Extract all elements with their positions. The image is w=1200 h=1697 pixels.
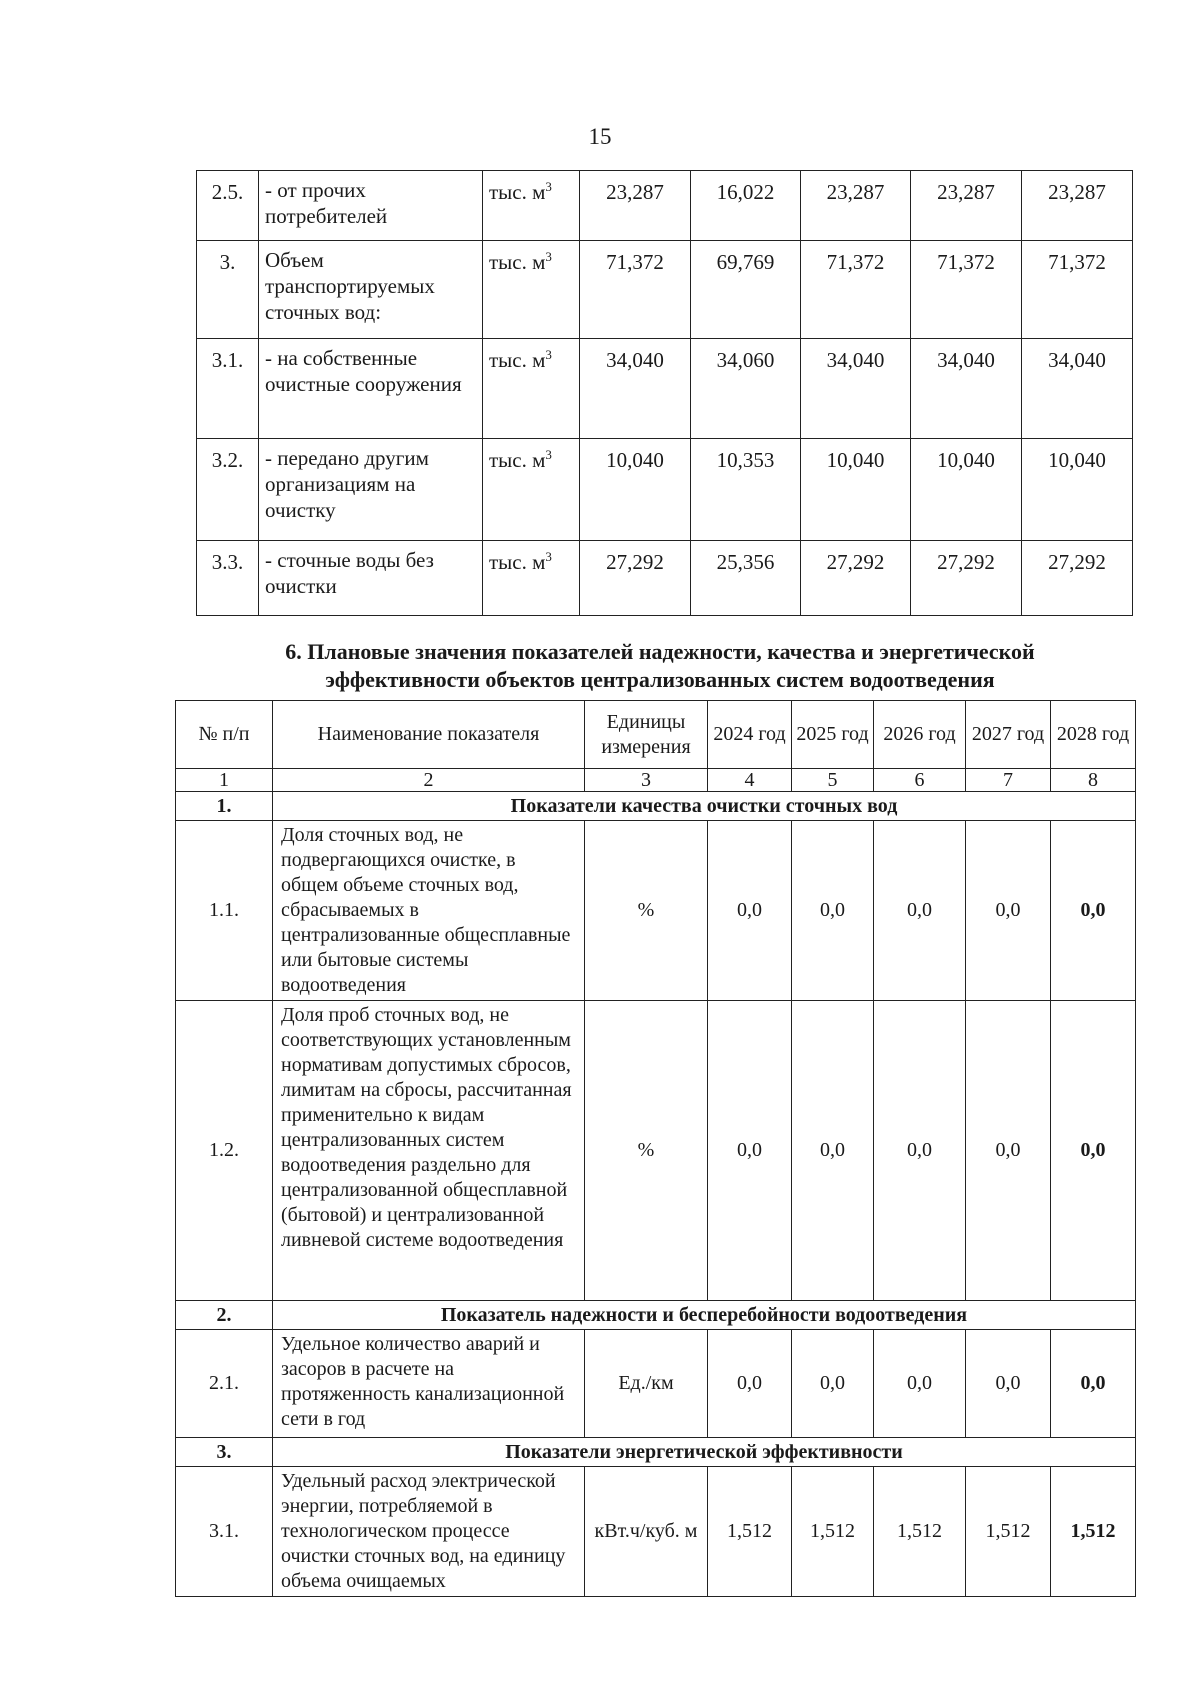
row-name: - передано другим организациям на очистку xyxy=(259,439,483,541)
column-number: 5 xyxy=(792,769,874,792)
column-numbers-row xyxy=(176,769,1136,792)
header-2025: 2025 год xyxy=(792,701,874,769)
section-heading xyxy=(240,638,1080,694)
row-value: 0,0 xyxy=(874,821,966,1001)
row-name: Удельный расход электрической энергии, потребляемой в технологическом процессе очистки сточных вод, на единицу объема очищаемых xyxy=(273,1467,585,1597)
section-heading-line1: 6. Плановые значения показателей надежности, качества и энергетической xyxy=(285,639,1035,664)
row-unit: тыс. $м^3$ xyxy=(483,439,580,541)
row-value: 1,512 xyxy=(874,1467,966,1597)
table-row xyxy=(197,171,1133,241)
row-value: 1,512 xyxy=(792,1467,874,1597)
row-value: 0,0 xyxy=(1051,1001,1136,1301)
row-value: 0,0 xyxy=(966,1330,1051,1438)
row-number: 3. xyxy=(197,241,259,339)
row-value: 23,287 xyxy=(580,171,691,241)
section-row xyxy=(176,1438,1136,1467)
row-value: 0,0 xyxy=(792,1330,874,1438)
row-name: Объем транспортируемых сточных вод: xyxy=(259,241,483,339)
section-number: 3. xyxy=(176,1438,273,1467)
row-value: 69,769 xyxy=(691,241,801,339)
row-value: 0,0 xyxy=(1051,821,1136,1001)
row-unit: % xyxy=(585,1001,708,1301)
section-row xyxy=(176,1301,1136,1330)
column-number: 8 xyxy=(1051,769,1136,792)
row-value: 23,287 xyxy=(801,171,911,241)
table-row xyxy=(176,1001,1136,1301)
indicators-table xyxy=(175,700,1136,1597)
header-2026: 2026 год xyxy=(874,701,966,769)
table-row xyxy=(176,1330,1136,1438)
column-number: 3 xyxy=(585,769,708,792)
row-value: 0,0 xyxy=(1051,1330,1136,1438)
row-value: 27,292 xyxy=(580,541,691,616)
table-row xyxy=(197,241,1133,339)
row-value: 10,040 xyxy=(580,439,691,541)
row-value: 27,292 xyxy=(911,541,1022,616)
row-value: 0,0 xyxy=(792,821,874,1001)
table-row xyxy=(197,439,1133,541)
row-value: 10,040 xyxy=(801,439,911,541)
row-value: 23,287 xyxy=(1022,171,1133,241)
row-number: 2.5. xyxy=(197,171,259,241)
section-heading-line2: эффективности объектов централизованных систем водоотведения xyxy=(325,667,995,692)
row-value: 16,022 xyxy=(691,171,801,241)
table-row xyxy=(197,339,1133,439)
row-value: 0,0 xyxy=(708,821,792,1001)
section-title: Показатели качества очистки сточных вод xyxy=(273,792,1136,821)
row-value: 71,372 xyxy=(911,241,1022,339)
row-unit: % xyxy=(585,821,708,1001)
column-number: 2 xyxy=(273,769,585,792)
row-number: 3.2. xyxy=(197,439,259,541)
row-name: Удельное количество аварий и засоров в расчете на протяженность канализационной сети в год xyxy=(273,1330,585,1438)
row-number: 3.1. xyxy=(197,339,259,439)
row-value: 10,353 xyxy=(691,439,801,541)
row-value: 1,512 xyxy=(1051,1467,1136,1597)
row-value: 34,060 xyxy=(691,339,801,439)
row-name: Доля сточных вод, не подвергающихся очистке, в общем объеме сточных вод, сбрасываемых в централизованные общесплавные или бытовые системы водоотведения xyxy=(273,821,585,1001)
header-unit: Единицы измерения xyxy=(585,701,708,769)
header-row xyxy=(176,701,1136,769)
row-value: 34,040 xyxy=(580,339,691,439)
row-unit: тыс. $м^3$ xyxy=(483,541,580,616)
column-number: 1 xyxy=(176,769,273,792)
row-value: 0,0 xyxy=(874,1001,966,1301)
row-unit: кВт.ч/куб. м xyxy=(585,1467,708,1597)
row-unit: тыс. $м^3$ xyxy=(483,171,580,241)
row-value: 23,287 xyxy=(911,171,1022,241)
row-name: - от прочих потребителей xyxy=(259,171,483,241)
row-value: 34,040 xyxy=(801,339,911,439)
row-number: 2.1. xyxy=(176,1330,273,1438)
row-value: 71,372 xyxy=(580,241,691,339)
row-value: 1,512 xyxy=(708,1467,792,1597)
section-number: 2. xyxy=(176,1301,273,1330)
row-name: - сточные воды без очистки xyxy=(259,541,483,616)
column-number: 7 xyxy=(966,769,1051,792)
row-value: 27,292 xyxy=(1022,541,1133,616)
row-unit: тыс. $м^3$ xyxy=(483,339,580,439)
section-title: Показатель надежности и бесперебойности водоотведения xyxy=(273,1301,1136,1330)
section-title: Показатели энергетической эффективности xyxy=(273,1438,1136,1467)
row-value: 0,0 xyxy=(966,821,1051,1001)
row-value: 34,040 xyxy=(911,339,1022,439)
row-number: 1.1. xyxy=(176,821,273,1001)
row-value: 1,512 xyxy=(966,1467,1051,1597)
header-2028: 2028 год xyxy=(1051,701,1136,769)
row-unit: Ед./км xyxy=(585,1330,708,1438)
column-number: 4 xyxy=(708,769,792,792)
header-name: Наименование показателя xyxy=(273,701,585,769)
row-value: 27,292 xyxy=(801,541,911,616)
row-name: Доля проб сточных вод, не соответствующих установленным нормативам допустимых сбросов, лимитам на сбросы, рассчитанная применительно к видам централизованных систем водоотведения раздельно для централизованной общесплавной (бытовой) и централизованной ливневой системе водоотведения xyxy=(273,1001,585,1301)
row-number: 1.2. xyxy=(176,1001,273,1301)
row-value: 0,0 xyxy=(708,1001,792,1301)
header-2027: 2027 год xyxy=(966,701,1051,769)
row-name: - на собственные очистные сооружения xyxy=(259,339,483,439)
volumes-table xyxy=(196,170,1133,616)
column-number: 6 xyxy=(874,769,966,792)
row-unit: тыс. $м^3$ xyxy=(483,241,580,339)
section-number: 1. xyxy=(176,792,273,821)
table-row xyxy=(176,821,1136,1001)
section-row xyxy=(176,792,1136,821)
row-value: 10,040 xyxy=(911,439,1022,541)
row-value: 34,040 xyxy=(1022,339,1133,439)
row-number: 3.1. xyxy=(176,1467,273,1597)
row-value: 71,372 xyxy=(1022,241,1133,339)
row-value: 0,0 xyxy=(874,1330,966,1438)
header-num: № п/п xyxy=(176,701,273,769)
row-value: 0,0 xyxy=(792,1001,874,1301)
table-row xyxy=(176,1467,1136,1597)
table-row xyxy=(197,541,1133,616)
page-number: 15 xyxy=(588,124,612,149)
header-2024: 2024 год xyxy=(708,701,792,769)
row-value: 25,356 xyxy=(691,541,801,616)
row-number: 3.3. xyxy=(197,541,259,616)
row-value: 0,0 xyxy=(966,1001,1051,1301)
row-value: 10,040 xyxy=(1022,439,1133,541)
row-value: 0,0 xyxy=(708,1330,792,1438)
row-value: 71,372 xyxy=(801,241,911,339)
